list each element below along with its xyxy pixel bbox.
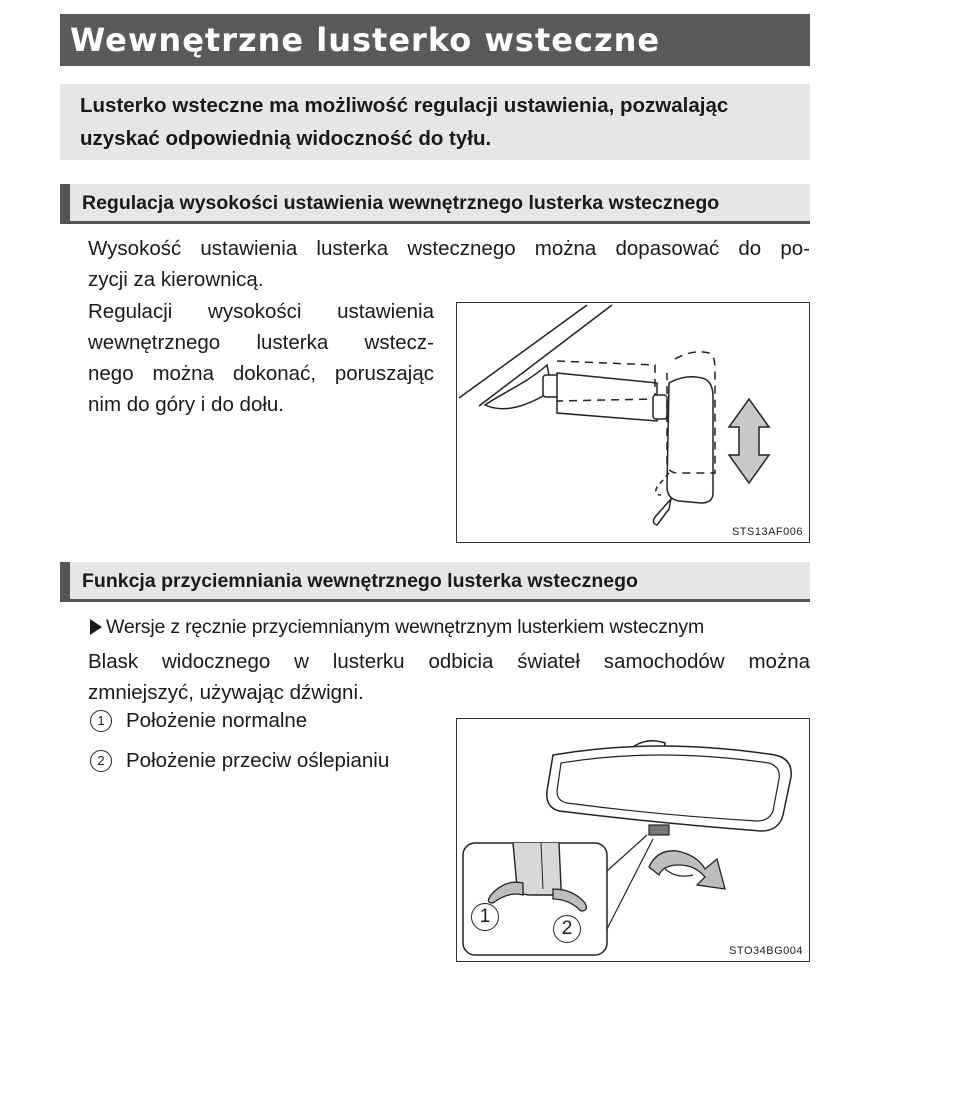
section-heading-text: Regulacja wysokości ustawienia wewnętrznego lusterka wstecznego [82, 192, 720, 214]
intro-line-2: uzyskać odpowiednią widoczność do tyłu. [80, 127, 492, 150]
figure-code: STO34BG004 [729, 945, 803, 957]
section1-body-line-3: nego można dokonać, poruszając [88, 362, 434, 385]
mirror-height-illustration [457, 303, 811, 544]
item-label: Położenie normalne [126, 709, 308, 732]
section1-body-line-2: wewnętrznego lusterka wstecz- [88, 331, 434, 354]
page-title: Wewnętrzne lusterko wsteczne [60, 14, 810, 66]
section1-paragraph-line-1: Wysokość ustawienia lusterka wstecznego można dopasować do po- [88, 237, 810, 260]
number-circle-icon: 1 [90, 710, 112, 732]
intro-box [60, 84, 810, 160]
section1-body-line-4: nim do góry i do dołu. [88, 393, 285, 416]
figure-mirror-dimming [456, 718, 810, 962]
callout-2-icon: 2 [553, 915, 581, 943]
section2-paragraph-line-2: zmniejszyć, używając dźwigni. [88, 681, 364, 704]
section2-paragraph [88, 646, 810, 708]
intro-line-1: Lusterko wsteczne ma możliwość regulacji ustawienia, pozwalając [80, 94, 729, 117]
arrow-bullet-icon [90, 619, 102, 635]
version-note: Wersje z ręcznie przyciemnianym wewnętrznym lusterkiem wstecznym [106, 616, 704, 638]
section1-body [88, 296, 434, 420]
figure-code: STS13AF006 [731, 526, 803, 538]
mirror-dimming-illustration [457, 719, 811, 963]
section-heading-dimming [60, 562, 810, 602]
callout-1-icon: 1 [471, 903, 499, 931]
section-heading-height-adjustment [60, 184, 810, 224]
section1-paragraph-line-2: zycji za kierownicą. [88, 268, 264, 291]
section-heading-text: Funkcja przyciemniania wewnętrznego lusterka wstecznego [82, 570, 638, 592]
heading-stripe [60, 562, 70, 599]
figure-mirror-height-adjustment [456, 302, 810, 543]
number-circle-icon: 2 [90, 750, 112, 772]
section2-paragraph-line-1: Blask widocznego w lusterku odbicia świateł samochodów można [88, 650, 810, 673]
heading-stripe [60, 184, 70, 221]
section1-paragraph [88, 233, 810, 295]
item-label: Położenie przeciw oślepianiu [126, 749, 390, 772]
section1-body-line-1: Regulacji wysokości ustawienia [88, 300, 434, 323]
